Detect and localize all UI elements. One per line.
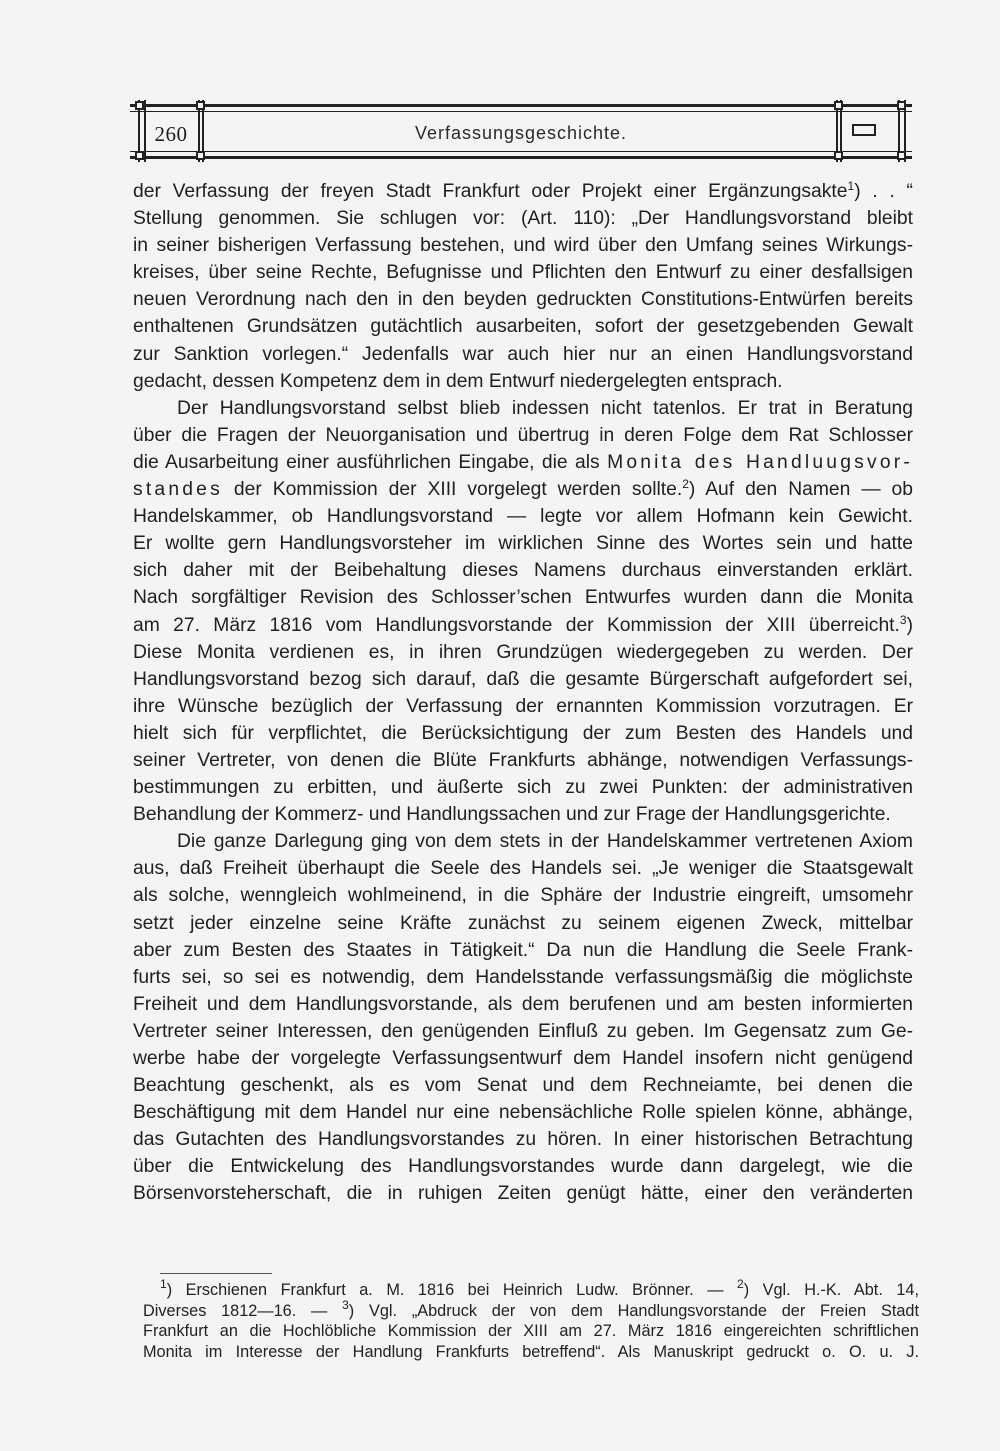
text-line: Die ganze Darlegung ging von dem stets in der Handelskammer vertretenen Axiom — [177, 831, 913, 853]
frame-corner-ornament — [834, 101, 843, 110]
text-line: Handlungsvorstand bezog sich darauf, daß die gesamte Bürgerschaft aufgefordert sei, — [133, 668, 913, 690]
footnote-ref: 3 — [899, 612, 907, 627]
text-line: aber zum Besten des Staates in Tätigkeit.“ Da nun die Handlung die Seele Frank- — [133, 939, 913, 961]
text-line: neuen Verordnung nach den in den beyden gedruckten Constitutions-Entwürfen bereits — [133, 289, 913, 311]
footnote-line: Frankfurt an die Hochlöbliche Kommission der XIII am 27. März 1816 eingereichten schriftlichen — [143, 1322, 919, 1340]
running-header — [130, 100, 912, 162]
text-line: Freiheit und dem Handlungsvorstande, als dem berufenen und am besten informierten — [133, 993, 913, 1015]
footnote-marker: 2 — [737, 1277, 744, 1291]
text-line: standes der Kommission der XIII vorgelegt werden sollte.$^2$) Auf den Namen — ob — [133, 477, 914, 501]
text-line: Börsenvorsteherschaft, die in ruhigen Zeiten genügt hätte, einer den veränderten — [133, 1183, 913, 1205]
footnote-marker: 3 — [342, 1297, 349, 1312]
text-line: Behandlung der Kommerz- und Handlungssachen und zur Frage der Handlungsgerichte. — [133, 804, 891, 826]
text-line: aus, daß Freiheit überhaupt die Seele des Handels sei. „Je weniger die Staatsgewalt — [133, 858, 913, 880]
text-line: sich daher mit der Beibehaltung dieses Namens durchaus einverstanden erklärt. — [133, 560, 913, 582]
footnote-separator — [160, 1273, 272, 1274]
text-line: Der Handlungsvorstand selbst blieb indessen nicht tatenlos. Er trat in Beratung — [177, 397, 913, 419]
text-line: hielt sich für verpflichtet, die Berücksichtigung der zum Besten des Handels und — [133, 722, 913, 744]
spaced-term: standes — [133, 479, 223, 501]
header-ornament — [852, 124, 876, 136]
text-line: gedacht, dessen Kompetenz dem in dem Entwurf niedergelegten entsprach. — [133, 370, 783, 392]
frame-corner-ornament — [135, 101, 144, 110]
text-line: das Gutachten des Handlungsvorstandes zu hören. In einer historischen Betrachtung — [133, 1129, 913, 1151]
text-line: Beschäftigung mit dem Handel nur eine nebensächliche Rolle spielen könne, abhänge, — [133, 1102, 913, 1124]
text-line: am 27. März 1816 vom Handlungsvorstande der Kommission der XIII überreicht.$^3$) — [133, 612, 913, 636]
text-line: setzt jeder einzelne seine Kräfte zunächst zu seinem eigenen Zweck, mittelbar — [133, 912, 913, 934]
footnote-line: Monita im Interesse der Handlung Frankfurts betreffend“. Als Manuskript gedruckt o. O. u. J. — [143, 1342, 919, 1361]
frame-corner-ornament — [897, 101, 906, 110]
footnote-ref: 2 — [682, 477, 689, 492]
header-rule-top — [130, 104, 912, 107]
footnotes — [143, 1277, 919, 1362]
text-line: Handelskammer, ob Handlungsvorstand — legte vor allem Hofmann kein Gewicht. — [133, 506, 913, 528]
text-line: Diese Monita verdienen es, in ihren Grundzügen wiedergegeben zu werden. Der — [133, 641, 913, 663]
text-line: Er wollte gern Handlungsvorsteher im wirklichen Sinne des Wortes sein und hatte — [133, 533, 913, 555]
text-line: ihre Wünsche bezüglich der Verfassung der ernannten Kommission vorzutragen. Er — [133, 695, 913, 717]
text-line: Nach sorgfältiger Revision des Schlosser’schen Entwurfes wurden dann die Monita — [133, 587, 913, 609]
text-line: furts sei, so sei es notwendig, dem Handelsstande verfassungsmäßig die möglichste — [133, 966, 913, 988]
header-rule-bottom-inner — [130, 151, 912, 152]
text-line: bestimmungen zu erbitten, und äußerte sich zu zwei Punkten: der administrativen — [133, 777, 913, 799]
frame-corner-ornament — [196, 101, 205, 110]
footnote-marker: 1 — [160, 1277, 167, 1291]
frame-corner-ornament — [196, 151, 205, 160]
page-number: 260 — [154, 122, 188, 146]
text-line: der Verfassung der freyen Stadt Frankfurt oder Projekt einer Ergänzungsakte$^1$) . . “ — [133, 179, 913, 202]
text-line: seiner Vertreter, von denen die Blüte Frankfurts abhänge, notwendigen Verfassungs- — [133, 749, 913, 771]
footnote-line: Diverses 1812—16. — $^3$) Vgl. „Abdruck der von dem Handlungsvorstande der Freien Stadt — [143, 1297, 919, 1320]
text-line: enthaltenen Grundsätzen gutächtlich ausarbeiten, sofort der gesetzgebenden Gewalt — [133, 316, 913, 338]
text-line: über die Fragen der Neuorganisation und übertrug in deren Folge dem Rat Schlosser — [133, 424, 913, 446]
text-line: über die Entwickelung des Handlungsvorstandes wurde dann dargelegt, wie die — [133, 1156, 913, 1178]
body-text — [133, 178, 913, 1208]
text-line: zur Sanktion vorlegen.“ Jedenfalls war auch hier nur an einen Handlungsvorstand — [133, 343, 913, 365]
text-line: werbe habe der vorgelegte Verfassungsentwurf dem Handel insofern nicht genügend — [133, 1048, 913, 1069]
text-line: Stellung genommen. Sie schlugen vor: (Art. 110): „Der Handlungsvorstand bleibt — [133, 208, 913, 230]
text-line: kreises, über seine Rechte, Befugnisse und Pflichten den Entwurf zu einer desfallsigen — [133, 262, 913, 284]
text-line: in seiner bisherigen Verfassung bestehen, und wird über den Umfang seines Wirkungs- — [133, 235, 913, 257]
spaced-term: Monita des Handluugsvor- — [607, 451, 913, 473]
frame-corner-ornament — [834, 151, 843, 160]
text-line: Beachtung geschenkt, als es vom Senat und dem Rechneiamte, bei denen die — [133, 1075, 913, 1097]
footnote-line: $^1$) Erschienen Frankfurt a. M. 1816 bei Heinrich Ludw. Brönner. — $^2$) Vgl. H.-K. Abt. 14, — [160, 1277, 919, 1299]
text-line: die Ausarbeitung einer ausführlichen Eingabe, die als Monita des Handluugsvor- — [133, 451, 913, 473]
footnote-ref: 1 — [847, 179, 855, 193]
running-title: Verfassungsgeschichte. — [414, 123, 628, 143]
text-line: Vertreter seiner Interessen, den genügenden Einfluß zu geben. Im Gegensatz zum Ge- — [133, 1020, 913, 1042]
frame-corner-ornament — [897, 151, 906, 160]
header-rule-top-inner — [130, 111, 912, 112]
header-rule-bottom — [130, 156, 912, 159]
frame-corner-ornament — [135, 151, 144, 160]
text-line: als solche, wenngleich wohlmeinend, in die Sphäre der Industrie eingreift, umsomehr — [133, 885, 913, 907]
